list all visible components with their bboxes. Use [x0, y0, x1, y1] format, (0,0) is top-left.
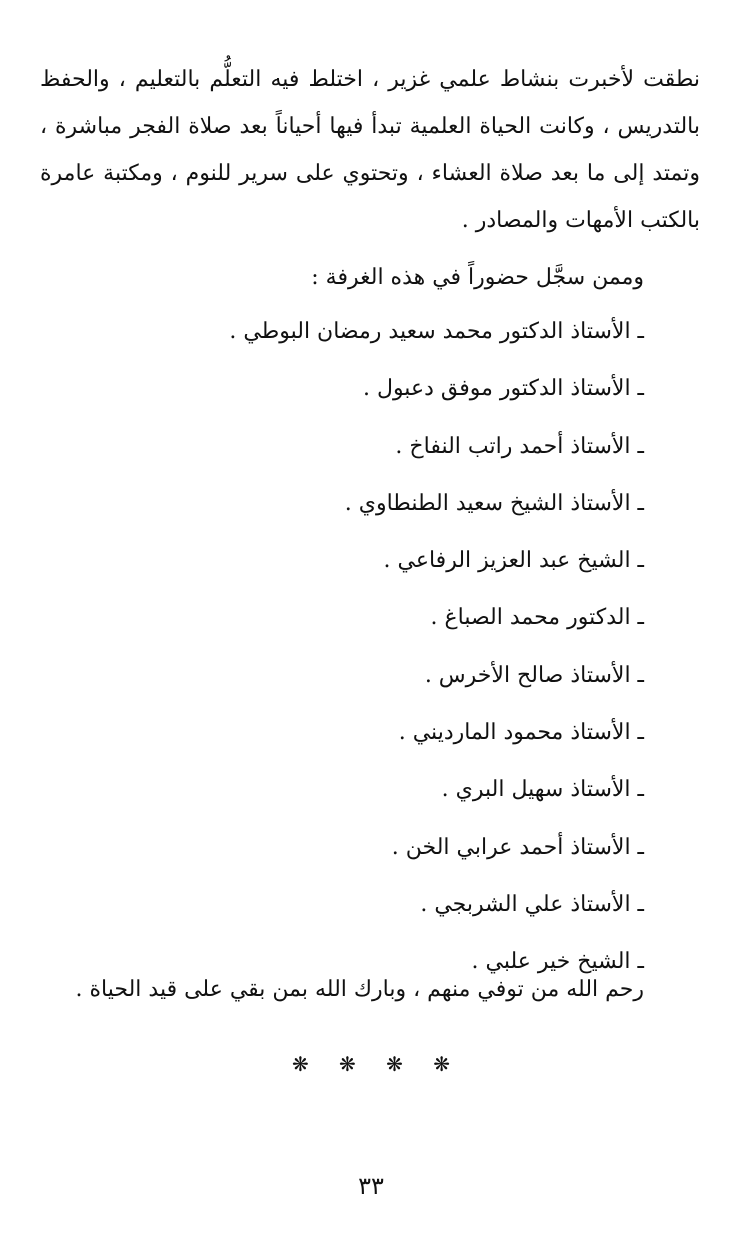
attendee-list: [229, 312, 644, 1000]
list-item: ـ الأستاذ سهيل البري .: [441, 777, 644, 803]
closing-prayer: رحم الله من توفي منهم ، وبارك الله بمن بقي على قيد الحياة .: [75, 977, 644, 1002]
page-number: ٣٣: [358, 1172, 384, 1200]
list-item: ـ الشيخ عبد العزيز الرفاعي .: [383, 548, 644, 574]
list-item: ـ الأستاذ محمود المارديني .: [398, 720, 644, 746]
intro-paragraph: نطقت لأخبرت بنشاط علمي غزير ، اختلط فيه التعلُّم بالتعليم ، والحفظ بالتدريس ، وكانت الحياة العلمية تبدأ فيها أحياناً بعد صلاة الفجر مباشرة ، وتمتد إلى ما بعد صلاة العشاء ، وتحتوي على سرير للنوم ، ومكتبة عامرة بالكتب الأمهات والمصادر .: [40, 67, 700, 233]
list-item: ـ الأستاذ أحمد عرابي الخن .: [391, 834, 644, 860]
list-intro: وممن سجَّل حضوراً في هذه الغرفة :: [311, 265, 644, 290]
list-item: ـ الأستاذ الشيخ سعيد الطنطاوي .: [344, 490, 644, 516]
list-item: ـ الأستاذ علي الشربجي .: [420, 891, 644, 917]
list-item: ـ الأستاذ صالح الأخرس .: [424, 662, 644, 688]
list-item: ـ الشيخ خير علبي .: [471, 949, 644, 975]
list-item: ـ الأستاذ أحمد راتب النفاخ .: [395, 433, 644, 459]
list-item: ـ الدكتور محمد الصباغ .: [430, 605, 644, 631]
section-separator: ❋ ❋ ❋ ❋: [291, 1052, 451, 1076]
list-item: ـ الأستاذ الدكتور موفق دعبول .: [362, 376, 644, 402]
list-item: ـ الأستاذ الدكتور محمد سعيد رمضان البوطي .: [229, 319, 644, 344]
